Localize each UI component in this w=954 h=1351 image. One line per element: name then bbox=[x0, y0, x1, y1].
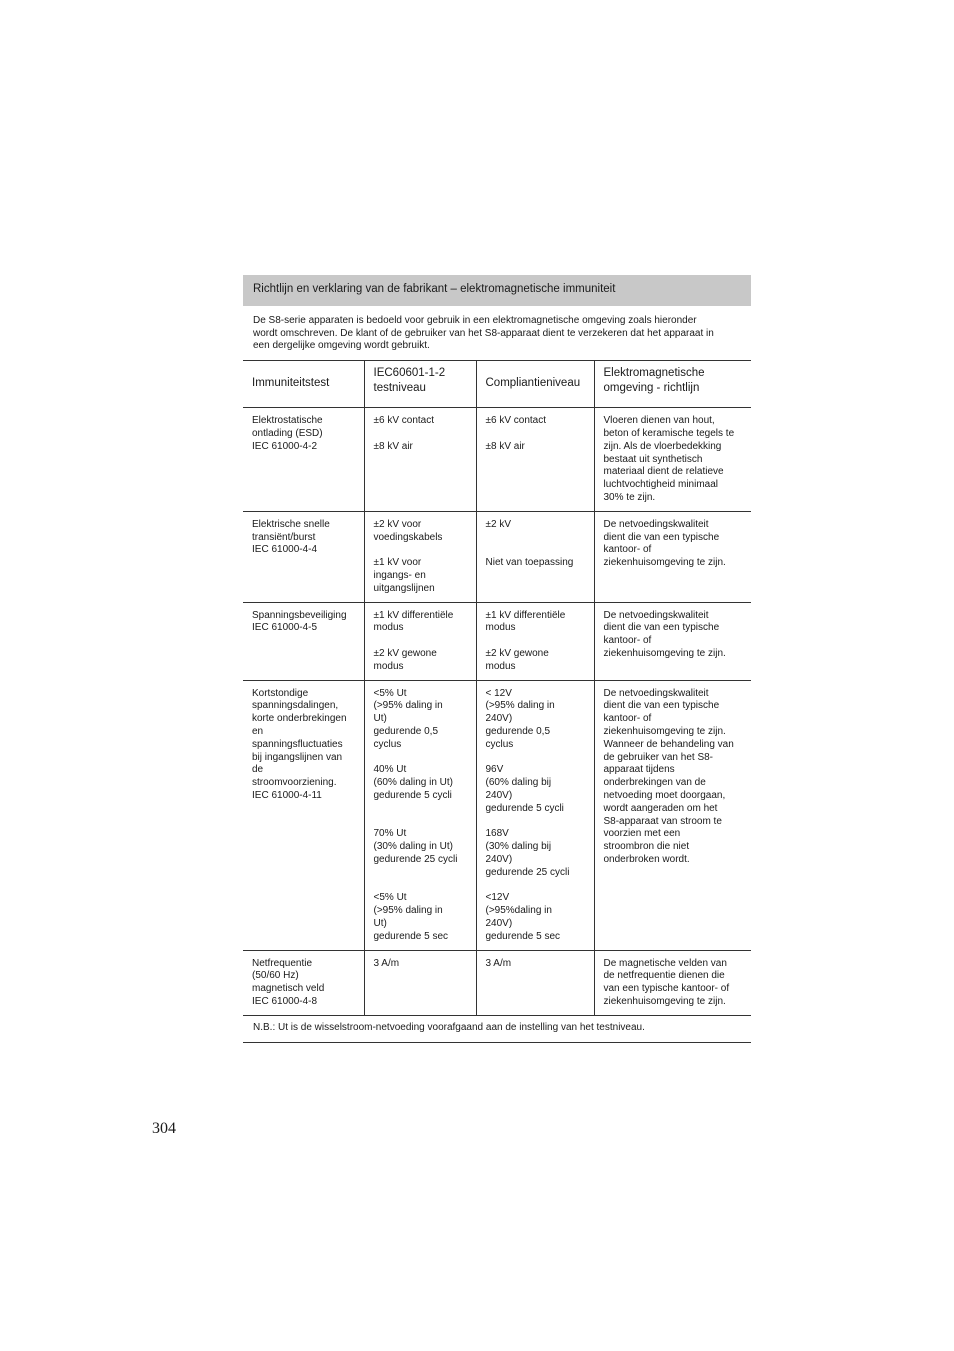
header-richtlijn: Elektromagnetische omgeving - richtlijn bbox=[594, 361, 751, 408]
cell-compliance: < 12V (>95% daling in 240V) gedurende 0,5 cyclus 96V (60% daling bij 240V) gedurende 5 cycli 168V (30% daling bij 240V) gedurende 25 cycli <12V (>95%daling in 240V) gedurende 5 sec bbox=[476, 680, 594, 950]
cell-level: <5% Ut (>95% daling in Ut) gedurende 0,5 cyclus 40% Ut (60% daling in Ut) gedurende 5 cycli 70% Ut (30% daling in Ut) gedurende 25 cycli <5% Ut (>95% daling in Ut) gedurende 5 sec bbox=[364, 680, 476, 950]
cell-test: Elektrische snelle transiënt/burst IEC 61000-4-4 bbox=[243, 511, 364, 602]
cell-compliance: ±6 kV contact ±8 kV air bbox=[476, 408, 594, 512]
footnote: N.B.: Ut is de wisselstroom-netvoeding voorafgaand aan de instelling van het testniveau. bbox=[243, 1016, 751, 1043]
header-compliantieniveau: Compliantieniveau bbox=[476, 361, 594, 408]
table-title: Richtlijn en verklaring van de fabrikant – elektromagnetische immuniteit bbox=[243, 275, 751, 306]
intro-paragraph bbox=[243, 306, 751, 361]
cell-test: Elektrostatische ontlading (ESD) IEC 61000-4-2 bbox=[243, 408, 364, 512]
cell-guidance: De magnetische velden van de netfrequentie dienen die van een typische kantoor- of ziekenhuisomgeving te zijn. bbox=[594, 950, 751, 1015]
table-row bbox=[243, 950, 751, 1015]
cell-compliance: ±2 kV Niet van toepassing bbox=[476, 511, 594, 602]
cell-guidance: De netvoedingskwaliteit dient die van een typische kantoor- of ziekenhuisomgeving te zijn. bbox=[594, 511, 751, 602]
emc-immunity-document bbox=[243, 275, 751, 1043]
cell-level: 3 A/m bbox=[364, 950, 476, 1015]
cell-test: Spanningsbeveiliging IEC 61000-4-5 bbox=[243, 602, 364, 680]
cell-level: ±1 kV differentiële modus ±2 kV gewone modus bbox=[364, 602, 476, 680]
page-number: 304 bbox=[152, 1120, 176, 1137]
cell-compliance: 3 A/m bbox=[476, 950, 594, 1015]
cell-guidance: Vloeren dienen van hout, beton of keramische tegels te zijn. Als de vloerbedekking bestaat uit synthetisch materiaal dient de relatieve luchtvochtigheid minimaal 30% te zijn. bbox=[594, 408, 751, 512]
cell-level: ±2 kV voor voedingskabels ±1 kV voor ingangs- en uitgangslijnen bbox=[364, 511, 476, 602]
intro-line: De S8-serie apparaten is bedoeld voor gebruik in een elektromagnetische omgeving zoals hieronder bbox=[253, 315, 697, 326]
table-header-row bbox=[243, 361, 751, 408]
intro-line: een dergelijke omgeving wordt gebruikt. bbox=[253, 340, 430, 352]
table-row bbox=[243, 511, 751, 602]
cell-compliance: ±1 kV differentiële modus ±2 kV gewone modus bbox=[476, 602, 594, 680]
immunity-table bbox=[243, 361, 751, 1016]
cell-test: Kortstondige spanningsdalingen, korte onderbrekingen en spanningsfluctuaties bij ingangslijnen van de stroomvoorziening. IEC 61000-4-11 bbox=[243, 680, 364, 950]
table-row bbox=[243, 680, 751, 950]
cell-level: ±6 kV contact ±8 kV air bbox=[364, 408, 476, 512]
cell-guidance: De netvoedingskwaliteit dient die van een typische kantoor- of ziekenhuisomgeving te zijn. Wanneer de behandeling van de gebruiker van het S8- apparaat tijdens onderbrekingen van de netvoeding moet doorgaan, wordt aangeraden om het S8-apparaat van stroom te voorzien met een stroombron die niet onderbroken wordt. bbox=[594, 680, 751, 950]
intro-line: wordt omschreven. De klant of de gebruiker van het S8-apparaat dient te verzekeren dat het apparaat in bbox=[253, 327, 714, 339]
table-row bbox=[243, 602, 751, 680]
table-row bbox=[243, 408, 751, 512]
header-immuniteitstest: Immuniteitstest bbox=[243, 361, 364, 408]
cell-test: Netfrequentie (50/60 Hz) magnetisch veld IEC 61000-4-8 bbox=[243, 950, 364, 1015]
cell-guidance: De netvoedingskwaliteit dient die van een typische kantoor- of ziekenhuisomgeving te zijn. bbox=[594, 602, 751, 680]
header-testniveau: IEC60601-1-2 testniveau bbox=[364, 361, 476, 408]
